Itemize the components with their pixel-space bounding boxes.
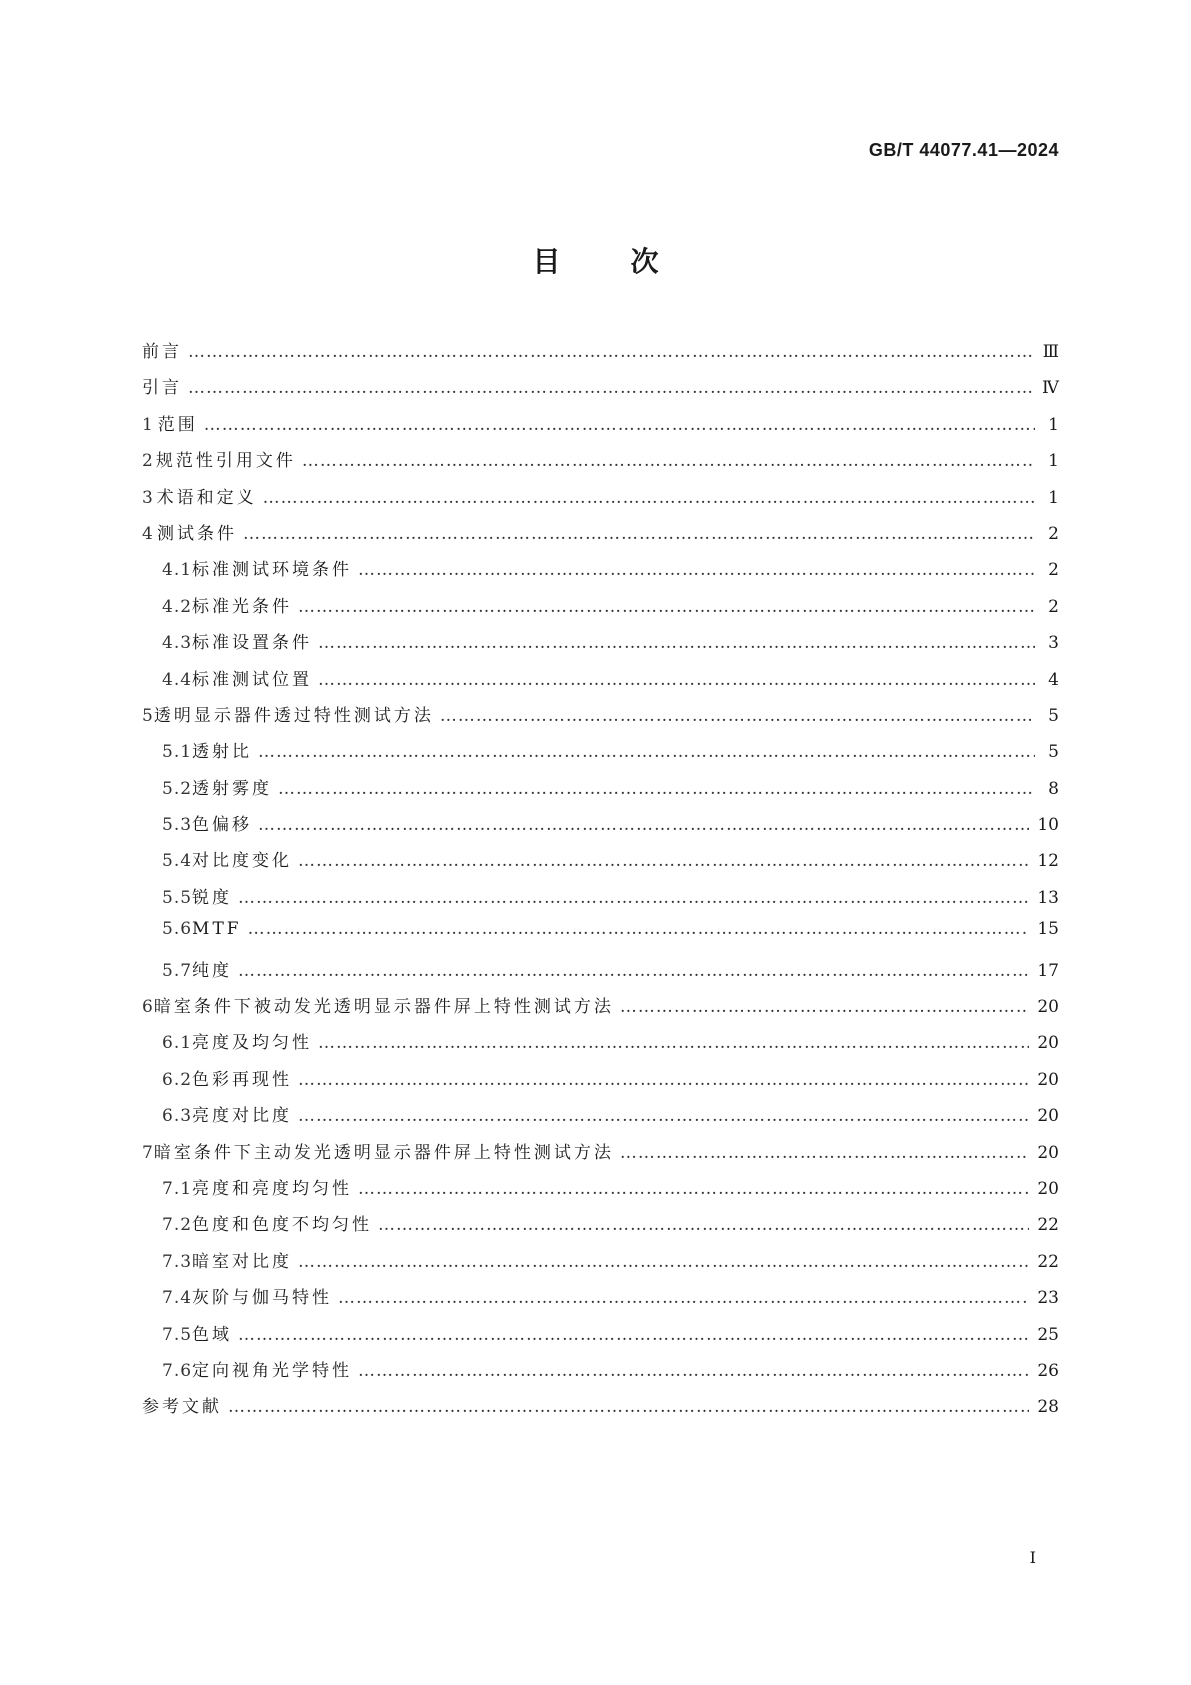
toc-entry-title: 标准光条件	[192, 596, 293, 617]
toc-entry-number: 7.3	[162, 1251, 193, 1272]
toc-entry-page: 20	[1037, 997, 1059, 1018]
toc-entry[interactable]	[142, 1210, 1059, 1246]
dot-leader	[440, 706, 1035, 726]
toc-entry[interactable]	[142, 883, 1059, 919]
toc-entry-title: MTF	[192, 919, 242, 940]
toc-entry[interactable]	[142, 555, 1059, 591]
toc-entry-title: 暗室条件下被动发光透明显示器件屏上特性测试方法	[153, 997, 614, 1018]
toc-entry-page: 20	[1037, 1033, 1059, 1054]
toc-entry[interactable]	[142, 373, 1059, 409]
toc-entry-title: 对比度变化	[192, 851, 293, 872]
toc-entry-number: 4.3	[162, 633, 193, 654]
dot-leader	[263, 488, 1035, 508]
toc-entry[interactable]	[142, 665, 1059, 701]
dot-leader	[248, 919, 1030, 939]
toc-entry-page: 1	[1048, 487, 1059, 508]
toc-entry-page: 2	[1048, 523, 1059, 544]
toc-entry-title: 规范性引用文件	[155, 451, 296, 472]
toc-entry-title: 透明显示器件透过特性测试方法	[153, 705, 434, 726]
toc-entry-number: 5	[142, 705, 154, 726]
toc-entry[interactable]	[142, 410, 1059, 446]
toc-entry-page: 5	[1048, 742, 1059, 763]
toc-entry-number: 5.5	[162, 887, 193, 908]
dot-leader	[298, 1106, 1029, 1126]
toc-entry-title: 范围	[157, 414, 198, 435]
toc-entry[interactable]	[142, 956, 1059, 992]
toc-entry[interactable]	[142, 1392, 1059, 1428]
toc-entry-number: 4.2	[162, 596, 193, 617]
toc-entry-page: 1	[1048, 451, 1059, 472]
toc-entry-number: 1	[142, 414, 154, 435]
toc-entry-title: 灰阶与伽马特性	[192, 1288, 333, 1309]
toc-entry-number: 6	[142, 997, 154, 1018]
toc-entry[interactable]	[142, 1028, 1059, 1064]
toc-entry[interactable]	[142, 628, 1059, 664]
toc-entry-number: 4	[142, 523, 154, 544]
toc-entry[interactable]	[142, 1247, 1059, 1283]
toc-entry-page: 1	[1048, 414, 1059, 435]
dot-leader	[238, 961, 1029, 981]
toc-entry-number: 7.1	[162, 1178, 193, 1199]
standard-number: GB/T 44077.41—2024	[868, 140, 1059, 160]
dot-leader	[298, 597, 1035, 617]
toc-entry-number: 7.5	[162, 1324, 193, 1345]
toc-entry-title: 前言	[142, 342, 182, 362]
toc-entry-number: 5.4	[162, 851, 193, 872]
dot-leader	[298, 851, 1029, 871]
toc-entry-number: 7	[142, 1142, 154, 1163]
toc-entry-page: 20	[1037, 1069, 1059, 1090]
toc-entry-page: 8	[1048, 778, 1059, 799]
toc-entry-number: 5.7	[162, 960, 193, 981]
dot-leader	[318, 633, 1035, 653]
toc-entry-title: 术语和定义	[156, 487, 257, 508]
toc-entry[interactable]	[142, 1138, 1059, 1174]
page-title: 目次	[532, 245, 729, 278]
dot-leader	[204, 415, 1035, 435]
toc-entry-title: 锐度	[192, 887, 233, 908]
dot-leader	[378, 1215, 1029, 1235]
toc-entry-page: Ⅳ	[1042, 378, 1059, 399]
dot-leader	[298, 1252, 1029, 1272]
toc-entry-page: 23	[1037, 1288, 1059, 1309]
toc-entry-number: 7.6	[162, 1360, 193, 1381]
toc-entry-page: 20	[1037, 1142, 1059, 1163]
toc-entry-number: 2	[142, 451, 154, 472]
toc-entry-title: 暗室条件下主动发光透明显示器件屏上特性测试方法	[153, 1142, 614, 1163]
toc-entry-title: 标准测试位置	[192, 669, 313, 690]
dot-leader	[238, 888, 1029, 908]
toc-entry-title: 纯度	[192, 960, 233, 981]
toc-entry[interactable]	[142, 701, 1059, 737]
dot-leader	[188, 378, 1034, 398]
toc-entry-page: 13	[1037, 887, 1059, 908]
toc-entry-title: 标准设置条件	[192, 633, 313, 654]
toc-entry-title: 定向视角光学特性	[192, 1360, 353, 1381]
toc-entry-title: 色域	[192, 1324, 233, 1345]
toc-entry[interactable]	[142, 1174, 1059, 1210]
page-number: I	[1029, 1548, 1036, 1567]
toc-entry-page: 4	[1048, 669, 1059, 690]
toc-entry-page: 20	[1037, 1178, 1059, 1199]
dot-leader	[302, 451, 1035, 471]
toc-entry-title: 亮度对比度	[192, 1106, 293, 1127]
toc-entry-number: 5.6	[162, 919, 193, 940]
toc-entry[interactable]	[142, 992, 1059, 1028]
toc-entry[interactable]	[142, 337, 1059, 373]
toc-entry-page: 15	[1037, 919, 1059, 940]
toc-entry-page: 22	[1037, 1215, 1059, 1236]
toc-entry-page: 3	[1048, 633, 1059, 654]
toc-entry[interactable]	[142, 1320, 1059, 1356]
toc-entry-title: 亮度和亮度均匀性	[192, 1178, 353, 1199]
toc-entry[interactable]	[142, 810, 1059, 846]
toc-entry-number: 5.2	[162, 778, 193, 799]
dot-leader	[243, 524, 1035, 544]
toc-entry-title: 测试条件	[157, 523, 237, 544]
toc-entry-title: 透射雾度	[192, 778, 273, 799]
dot-leader	[258, 742, 1035, 762]
toc-entry[interactable]	[142, 1065, 1059, 1101]
toc-entry-number: 3	[142, 487, 154, 508]
toc-entry-page: 22	[1037, 1251, 1059, 1272]
dot-leader	[318, 670, 1035, 690]
toc-entry-number: 7.4	[162, 1288, 193, 1309]
toc-entry[interactable]	[142, 1356, 1059, 1392]
toc-entry-title: 标准测试环境条件	[192, 560, 353, 581]
toc-entry-number: 6.1	[162, 1033, 193, 1054]
toc-entry-title: 透射比	[192, 742, 253, 763]
dot-leader	[620, 997, 1030, 1017]
toc-entry-page: 5	[1048, 705, 1059, 726]
toc-entry-page: 10	[1037, 815, 1059, 836]
toc-entry-page: 25	[1037, 1324, 1059, 1345]
dot-leader	[620, 1143, 1030, 1163]
toc-entry-page: 17	[1037, 960, 1059, 981]
toc-entry-number: 4.1	[162, 560, 193, 581]
toc-entry-number: 5.3	[162, 815, 193, 836]
toc-entry[interactable]	[142, 1283, 1059, 1319]
toc-entry[interactable]	[142, 446, 1059, 482]
dot-leader	[188, 342, 1035, 362]
toc-entry-page: 28	[1037, 1397, 1059, 1418]
toc-entry-title: 引言	[142, 378, 182, 399]
toc-entry[interactable]	[142, 1101, 1059, 1137]
dot-leader	[238, 1325, 1029, 1345]
toc-entry-page: 2	[1048, 596, 1059, 617]
dot-leader	[318, 1033, 1029, 1053]
toc-entry-title: 色彩再现性	[192, 1069, 293, 1090]
toc-entry[interactable]	[142, 483, 1059, 519]
dot-leader	[358, 560, 1035, 580]
dot-leader	[358, 1361, 1029, 1381]
toc-entry[interactable]	[142, 774, 1059, 810]
toc-entry[interactable]	[142, 919, 1059, 955]
toc-entry-page: 20	[1037, 1106, 1059, 1127]
toc-entry-number: 7.2	[162, 1215, 193, 1236]
toc-entry-number: 6.3	[162, 1106, 193, 1127]
dot-leader	[298, 1070, 1029, 1090]
dot-leader	[358, 1179, 1029, 1199]
dot-leader	[228, 1397, 1029, 1417]
toc-entry-title: 色偏移	[192, 815, 253, 836]
toc-entry-number: 5.1	[162, 742, 193, 763]
dot-leader	[338, 1288, 1029, 1308]
toc-entry-title: 色度和色度不均匀性	[192, 1215, 373, 1236]
toc-entry-page: 2	[1048, 560, 1059, 581]
toc-entry-page: 12	[1037, 851, 1059, 872]
toc-entry-page: Ⅲ	[1042, 342, 1059, 362]
toc-entry-page: 26	[1037, 1360, 1059, 1381]
toc-entry-title: 暗室对比度	[192, 1251, 293, 1272]
toc-entry-title: 参考文献	[142, 1397, 222, 1418]
dot-leader	[278, 779, 1035, 799]
table-of-contents	[142, 337, 1059, 1429]
toc-entry[interactable]	[142, 737, 1059, 773]
toc-entry[interactable]	[142, 846, 1059, 882]
toc-entry[interactable]	[142, 592, 1059, 628]
toc-entry-title: 亮度及均匀性	[192, 1033, 313, 1054]
toc-entry-number: 4.4	[162, 669, 193, 690]
toc-entry-number: 6.2	[162, 1069, 193, 1090]
dot-leader	[258, 815, 1029, 835]
toc-entry[interactable]	[142, 519, 1059, 555]
